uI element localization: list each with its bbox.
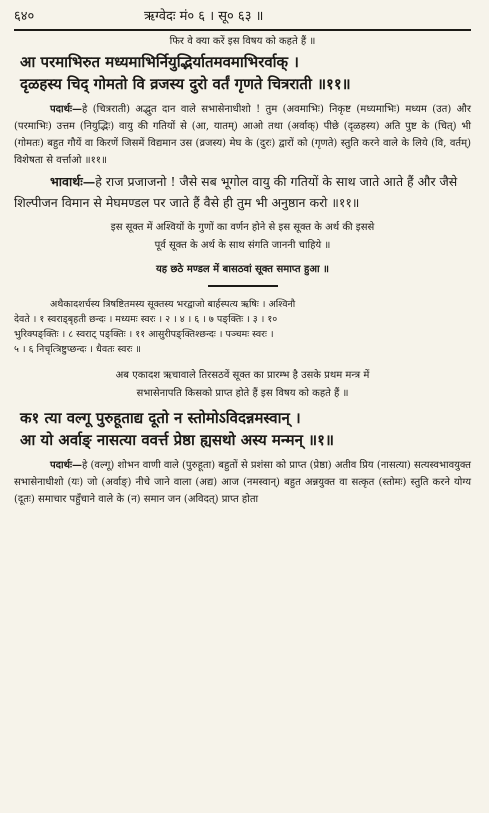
sangati-line: इस सूक्त में अश्वियों के गुणों का वर्णन होने से इस सूक्त के अर्थ की इससे	[110, 222, 375, 233]
header-rule	[14, 29, 471, 31]
padartha-label: पदार्थः—	[50, 104, 82, 115]
page-number: ६४०	[14, 9, 35, 24]
padartha-text: हे (वल्गू) शोभन वाणी वाले (पुरुहूता) बहुतों से प्रशंसा को प्राप्त (प्रेष्ठा) अतीव प्रिय (नासत्या) सत्यस्वभावयुक्त सभासेनाधीशो (यः) जो (अर्वाङ्) नीचे जाने वाला (अद्य) आज (नमस्वान्) बहुत अन्नयुक्त वा सत्कृत (स्तोमः) स्तुति करने योग्य (दूतः) समाचार पहुँचाने वाले के (न) समान जन (अविदत्) प्राप्त होता	[14, 460, 471, 505]
bhavartha-text: हे राज प्रजाजनो ! जैसे सब भूगोल वायु की गतियों के साथ जाते आते हैं और जैसे शिल्पीजन विमान से मेघमण्डल पर जाते हैं वैसे ही तुम भी अनुष्ठान करो ॥११॥	[14, 174, 458, 210]
anukramani-line: देवते । १ स्वराड्बृहती छन्दः । मध्यमः स्वरः । २ । ४ । ६ । ७ पङ्क्तिः । ३ । १०	[14, 314, 278, 325]
running-title: ऋग्वेदः मं० ६ । सू० ६३ ॥	[144, 9, 264, 24]
mantra-1	[20, 407, 471, 451]
bhavartha-paragraph	[14, 171, 471, 213]
sukta-end-note: यह छठे मण्डल में बासठवां सूक्त समाप्त हुआ ॥	[155, 264, 330, 275]
mantra-line: आ परमाभिरुत मध्यमाभिर्नियुद्भिर्यातमवमाभिरर्वाक् ।	[20, 53, 299, 71]
anukramani-line: भुरिक्पङ्क्तिः । ८ स्वराट् पङ्क्तिः । ११ आसुरीपङ्क्तिश्छन्दः । पञ्चमः स्वरः ।	[14, 329, 274, 340]
mantra-line: आ यो अर्वाङ् नासत्या ववर्त्त प्रेष्ठा ह्यसथो अस्य मन्मन् ॥१॥	[20, 431, 334, 449]
anukramani-block	[14, 297, 471, 357]
mantra-line: क१ त्या वल्गू पुरुहूताद्य दूतो न स्तोमोऽविदन्नमस्वान् ।	[20, 409, 301, 427]
sangati-note	[14, 219, 471, 255]
next-intro-line: सभासेनापति किसको प्राप्त होते हैं इस विषय को कहते हैं ॥	[136, 388, 349, 399]
padartha-paragraph	[14, 457, 471, 508]
running-header	[14, 6, 471, 28]
padartha-paragraph	[14, 101, 471, 169]
bhavartha-label: भावार्थः—	[50, 174, 96, 189]
anukramani-line: ५ । ६ निचृत्त्रिष्टुप्छन्दः । धैवतः स्वरः ॥	[14, 344, 141, 355]
mantra-line: दृळहस्य चिद् गोमतो वि व्रजस्य दुरो वर्तं गृणते चित्रराती ॥११॥	[20, 75, 351, 93]
sangati-line: पूर्व सूक्त के अर्थ के साथ संगति जाननी चाहिये ॥	[154, 240, 331, 251]
anukramani-line: अथैकादशर्चस्य त्रिषष्टितमस्य सूक्तस्य भरद्वाजो बार्हस्पत्य ऋषिः । अश्विनौ	[50, 299, 296, 310]
section-divider	[208, 285, 278, 287]
padartha-label: पदार्थः—	[50, 460, 82, 471]
mantra-intro: फिर वे क्या करें इस विषय को कहते हैं ॥	[169, 36, 316, 47]
mantra-11	[20, 51, 471, 95]
next-intro-line: अब एकादश ऋचावाले तिरसठवें सूक्त का प्रारम्भ है उसके प्रथम मन्त्र में	[115, 370, 370, 381]
padartha-text: हे (चित्रराती) अद्भुत दान वाले सभासेनाधीशो ! तुम (अवमाभिः) निकृष्ट (मध्यमाभिः) मध्यम (उत) और (परमाभिः) उत्तम (नियुद्भिः) वायु की गतियों से (आ, यातम्) आओ तथा (अर्वाक्) पीछे (दृळहस्य) अति पुष्ट के (चित्) भी (गोमतः) बहुत गौयें वा किरणें जिसमें विद्यमान उस (व्रजस्य) मेघ के (दुरः) द्वारों को (गृणते) स्तुति करने वाले के लिये (वि, वर्तम्) विशेषता से वर्त्ताओ ॥११॥	[14, 104, 471, 166]
next-intro	[14, 367, 471, 403]
